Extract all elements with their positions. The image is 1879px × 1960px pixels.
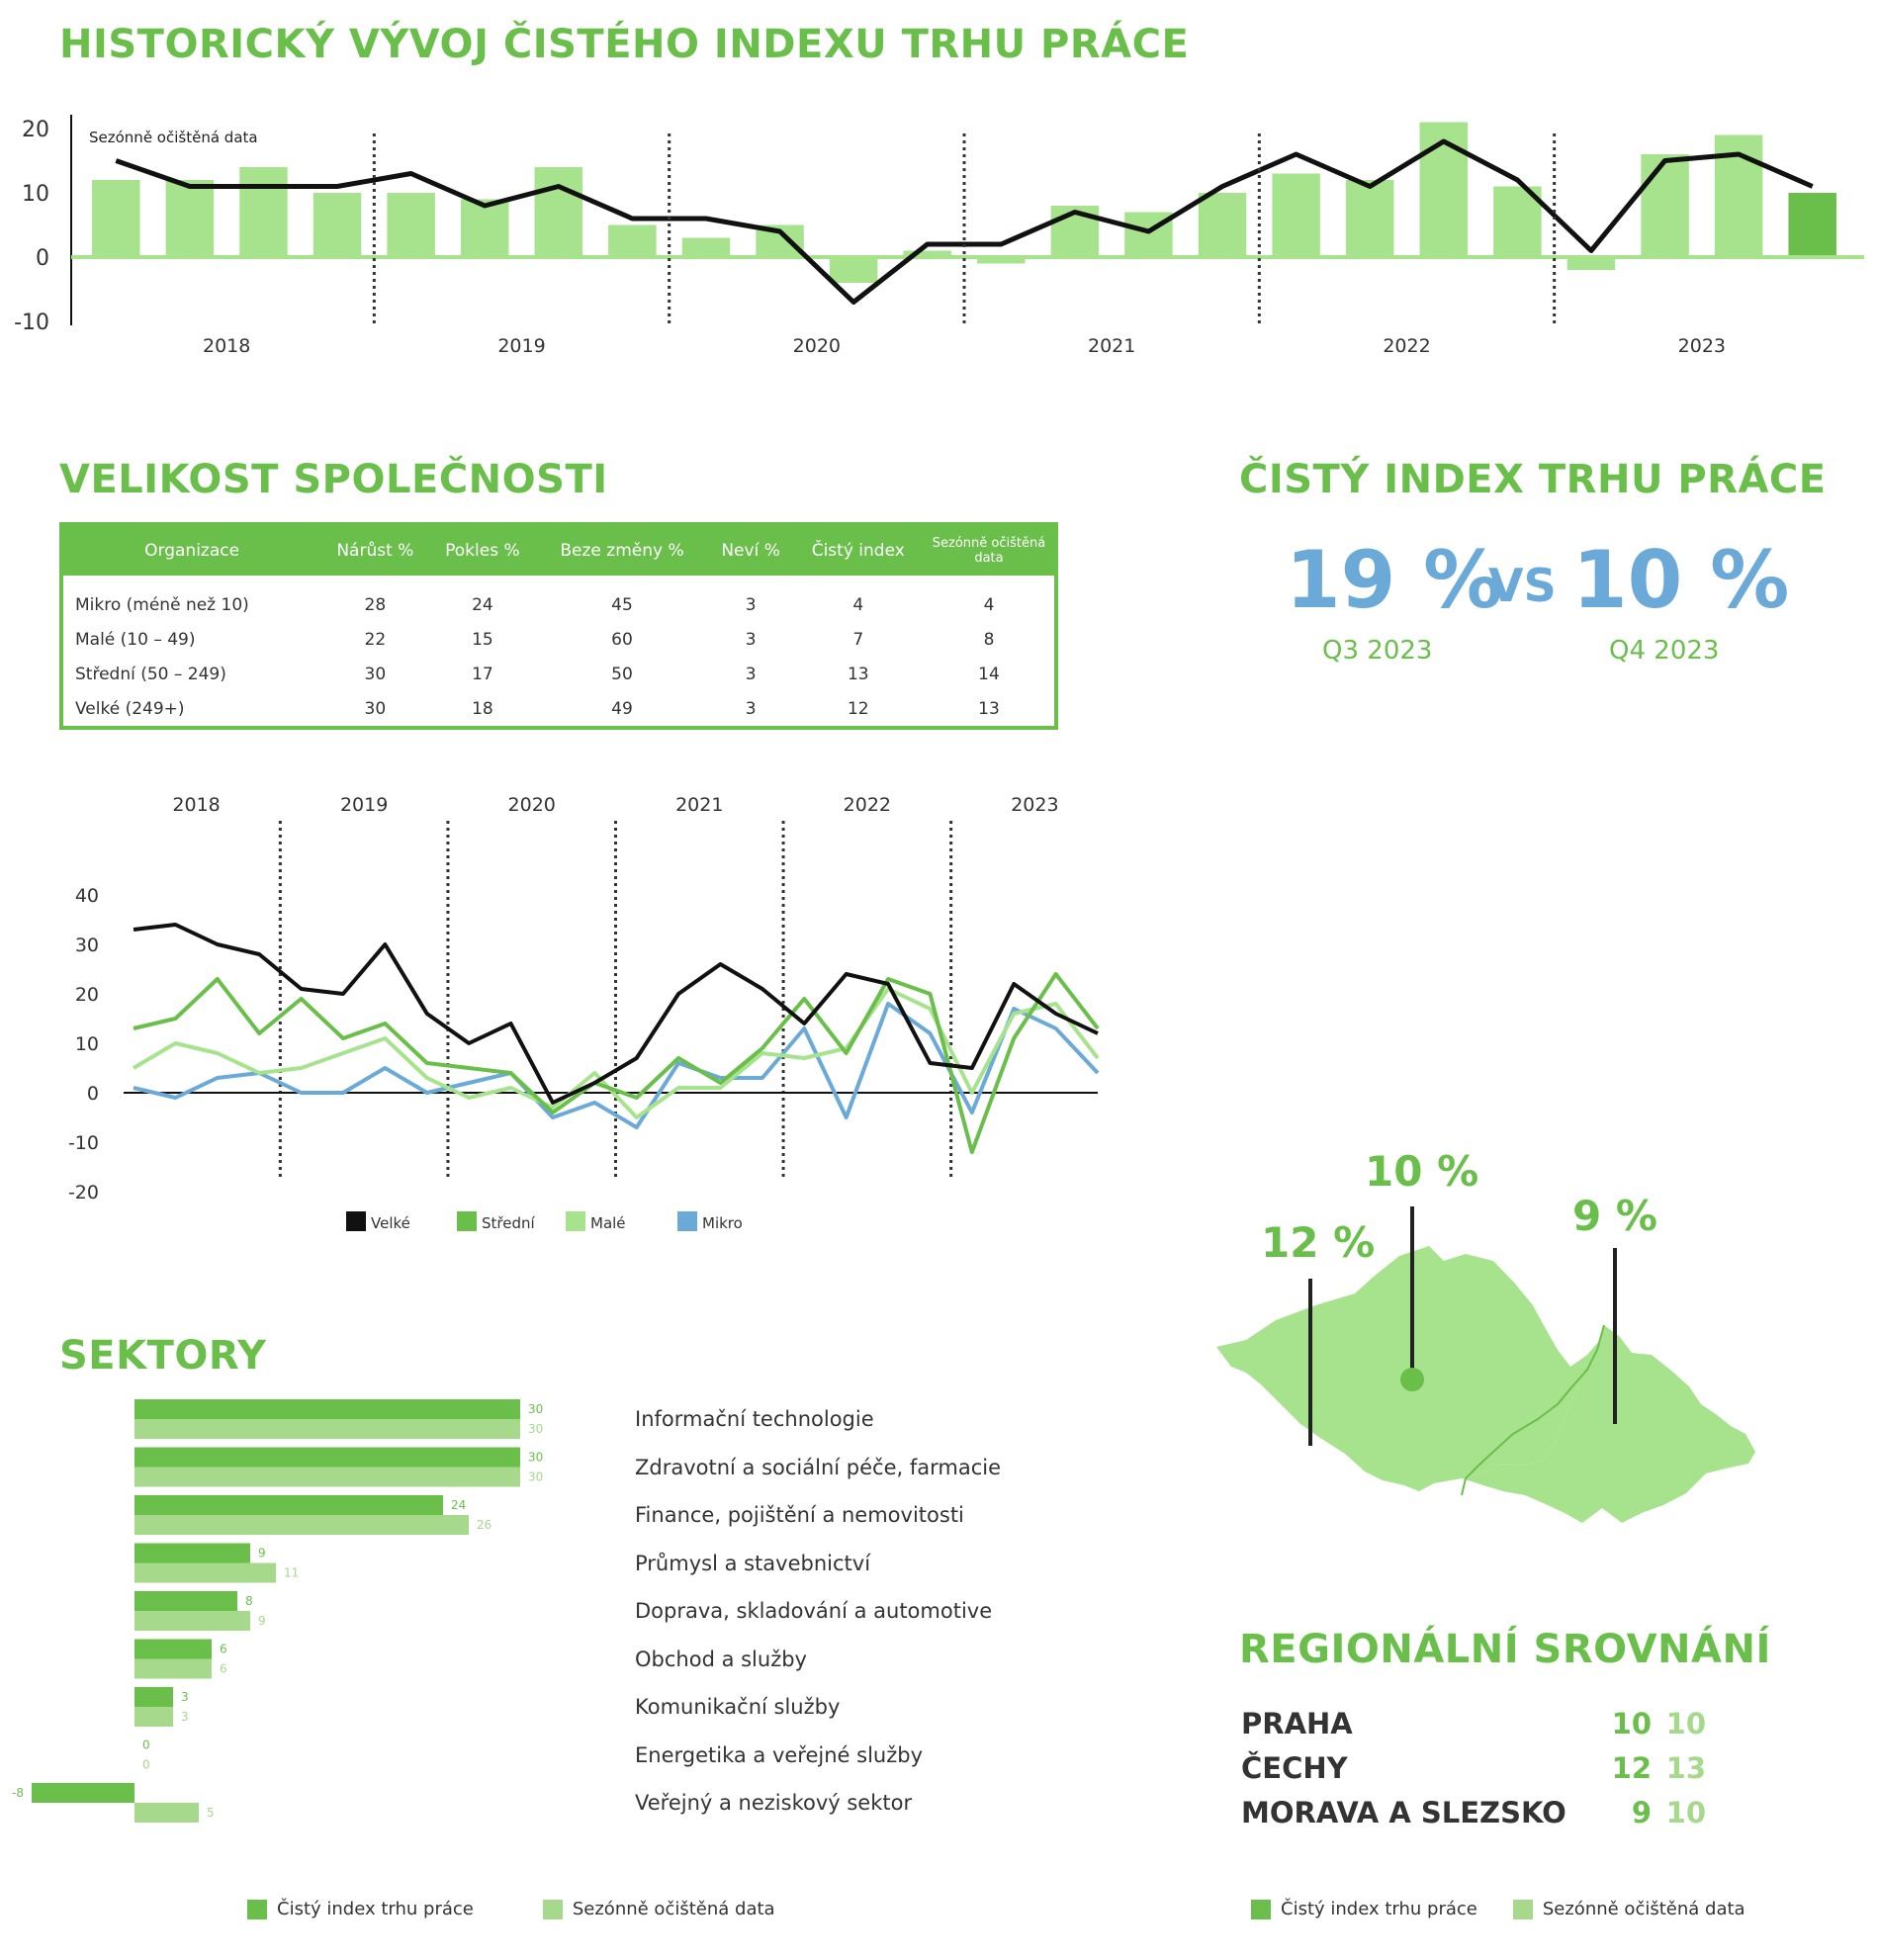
sector-bar-net <box>134 1495 443 1515</box>
sector-value-net: 8 <box>245 1594 253 1608</box>
table-cell: 3 <box>745 594 757 615</box>
table-cell: Velké (249+) <box>75 698 185 719</box>
y-tick-label: 20 <box>74 984 99 1006</box>
sector-value-seasonal: 30 <box>528 1422 544 1436</box>
legend-swatch <box>677 1211 697 1231</box>
legend-swatch <box>543 1900 563 1919</box>
sector-label: Finance, pojištění a nemovitosti <box>635 1503 964 1527</box>
col-beze-zmeny: Beze změny % <box>535 526 708 576</box>
table-row <box>63 587 1054 622</box>
czech-map <box>1207 1137 1800 1582</box>
sector-value-seasonal: 6 <box>220 1661 227 1676</box>
bar <box>313 193 361 257</box>
sector-value-net: 30 <box>528 1450 544 1465</box>
table-cell: 49 <box>611 698 633 719</box>
bar <box>535 167 582 257</box>
bar <box>92 180 139 257</box>
sector-bar-seasonal <box>134 1419 520 1439</box>
col-pokles: Pokles % <box>429 526 535 576</box>
region-value: 12 <box>1611 1750 1652 1785</box>
net-index-title: ČISTÝ INDEX TRHU PRÁCE <box>1239 457 1827 502</box>
sector-bar-seasonal <box>134 1803 199 1823</box>
bar <box>1199 193 1246 257</box>
year-label: 2020 <box>792 335 842 357</box>
sector-bar-seasonal <box>134 1611 250 1631</box>
region-name: MORAVA A SLEZSKO <box>1241 1795 1566 1829</box>
bar <box>1788 193 1835 257</box>
col-sezonne: Sezónně očištěná data <box>924 526 1054 576</box>
y-tick-label: 0 <box>36 246 49 271</box>
legend-swatch <box>346 1211 366 1231</box>
col-nevi: Neví % <box>709 526 793 576</box>
table-row <box>63 691 1054 726</box>
region-seasonal-value: 13 <box>1665 1750 1706 1785</box>
legend-label: Velké <box>371 1214 410 1232</box>
table-cell: Mikro (méně než 10) <box>75 594 249 615</box>
sector-bar-seasonal <box>134 1659 212 1679</box>
year-label: 2022 <box>843 794 892 816</box>
sector-label: Veřejný a neziskový sektor <box>635 1791 913 1815</box>
legend-item <box>1513 1899 1745 1919</box>
table-cell: 22 <box>364 629 387 650</box>
sector-value-seasonal: 0 <box>142 1757 150 1772</box>
table-cell: 3 <box>745 629 757 650</box>
regional-table <box>1241 1701 1706 1834</box>
year-label: 2023 <box>1677 335 1727 357</box>
size-table-box <box>59 522 1058 730</box>
line-series <box>116 141 1812 303</box>
net-index-previous-label: Q4 2023 <box>1609 636 1720 666</box>
sector-value-seasonal: 26 <box>477 1518 492 1532</box>
region-value: 9 <box>1631 1795 1652 1829</box>
sector-value-net: 9 <box>258 1546 266 1560</box>
sector-bar-seasonal <box>134 1563 276 1583</box>
sector-bar-net <box>134 1448 520 1468</box>
bar <box>166 180 214 257</box>
bar <box>1641 154 1688 257</box>
legend-label: Čistý index trhu práce <box>1281 1899 1477 1919</box>
sector-bar-net <box>134 1399 520 1419</box>
table-row <box>63 576 1054 587</box>
table-cell: 13 <box>978 698 1000 719</box>
regional-row <box>1241 1745 1706 1790</box>
legend-swatch <box>1513 1900 1533 1919</box>
table-cell: 45 <box>611 594 633 615</box>
size-table-header <box>63 526 1054 576</box>
legend-label: Mikro <box>702 1214 743 1232</box>
col-cisty-index: Čistý index <box>793 526 924 576</box>
table-row <box>63 657 1054 691</box>
regional-title: REGIONÁLNÍ SROVNÁNÍ <box>1239 1627 1771 1672</box>
y-tick-label: 10 <box>22 182 49 207</box>
table-cell: 15 <box>472 629 493 650</box>
sector-label: Energetika a veřejné služby <box>635 1742 924 1767</box>
legend-swatch <box>566 1211 585 1231</box>
table-cell: 3 <box>745 664 757 684</box>
sector-bar-net <box>134 1640 212 1659</box>
sector-label: Komunikační služby <box>635 1695 841 1719</box>
bar <box>239 167 287 257</box>
historical-title: HISTORICKÝ VÝVOJ ČISTÉHO INDEXU TRHU PRÁCE <box>59 22 1190 67</box>
y-tick-label: -20 <box>67 1182 99 1203</box>
year-label: 2023 <box>1011 794 1059 816</box>
table-cell: 24 <box>472 594 493 615</box>
sectors-chart <box>0 1394 613 1849</box>
table-row <box>63 622 1054 657</box>
net-index-previous: 10 % <box>1572 534 1790 626</box>
sector-bar-net <box>134 1591 237 1611</box>
region-value: 10 <box>1611 1706 1652 1740</box>
table-cell: 60 <box>611 629 633 650</box>
map-label-morava: 9 % <box>1572 1192 1657 1240</box>
col-organizace: Organizace <box>63 526 320 576</box>
y-tick-label: 0 <box>86 1083 99 1105</box>
sector-value-net: 6 <box>220 1642 227 1656</box>
table-cell: 14 <box>978 664 1000 684</box>
bar <box>608 225 656 258</box>
y-tick-label: -10 <box>67 1132 99 1154</box>
sector-label: Průmysl a stavebnictví <box>635 1551 871 1575</box>
sector-bar-net <box>134 1687 173 1707</box>
sector-value-net: -8 <box>12 1786 24 1800</box>
y-tick-label: 20 <box>22 118 49 142</box>
bar <box>1272 174 1319 258</box>
map-region-cechy <box>1216 1246 1589 1491</box>
region-name: PRAHA <box>1241 1706 1353 1740</box>
sector-label: Informační technologie <box>635 1407 874 1431</box>
y-tick-label: 30 <box>74 935 99 956</box>
net-index-current-label: Q3 2023 <box>1322 636 1433 666</box>
map-label-cechy: 12 % <box>1261 1218 1376 1267</box>
y-tick-label: 10 <box>74 1033 99 1055</box>
year-label: 2021 <box>675 794 724 816</box>
sector-value-seasonal: 11 <box>284 1565 300 1580</box>
legend-swatch <box>247 1900 267 1919</box>
sector-label: Zdravotní a sociální péče, farmacie <box>635 1455 1002 1479</box>
sectors-legend <box>247 1899 775 1919</box>
size-title: VELIKOST SPOLEČNOSTI <box>59 457 608 502</box>
table-cell: 12 <box>847 698 869 719</box>
bar <box>387 193 434 257</box>
table-cell: 50 <box>611 664 633 684</box>
net-index-current: 19 % <box>1286 534 1503 626</box>
regional-legend <box>1251 1899 1745 1919</box>
col-narust: Nárůst % <box>320 526 429 576</box>
vs-label: VS <box>1488 559 1557 612</box>
year-label: 2020 <box>507 794 556 816</box>
table-cell: Střední (50 – 249) <box>75 664 226 684</box>
table-cell: 28 <box>364 594 387 615</box>
chart-annotation: Sezónně očištěná data <box>89 129 258 146</box>
bar <box>682 238 730 258</box>
legend-label: Sezónně očištěná data <box>1542 1899 1745 1919</box>
legend-label: Střední <box>482 1214 535 1232</box>
table-cell: 4 <box>983 594 995 615</box>
size-table <box>63 526 1054 726</box>
historical-chart <box>0 89 1879 366</box>
sector-value-net: 3 <box>181 1690 189 1704</box>
sector-value-net: 30 <box>528 1402 544 1416</box>
year-label: 2021 <box>1087 335 1136 357</box>
table-cell: 4 <box>852 594 864 615</box>
legend-swatch <box>1251 1900 1271 1919</box>
sectors-title: SEKTORY <box>59 1333 267 1379</box>
year-label: 2022 <box>1383 335 1431 357</box>
year-label: 2019 <box>339 794 389 816</box>
year-label: 2019 <box>497 335 546 357</box>
map-praha-dot <box>1400 1368 1424 1391</box>
legend-item <box>1251 1899 1477 1919</box>
regional-row <box>1241 1701 1706 1745</box>
regional-row <box>1241 1790 1706 1834</box>
table-cell: 17 <box>472 664 493 684</box>
sector-value-seasonal: 30 <box>528 1470 544 1484</box>
map-label-praha: 10 % <box>1365 1147 1479 1196</box>
table-cell: Malé (10 – 49) <box>75 629 196 650</box>
sector-bar-seasonal <box>134 1707 173 1727</box>
table-cell: 30 <box>364 698 387 719</box>
legend-item <box>247 1899 474 1919</box>
sector-bar-net <box>32 1783 134 1803</box>
size-line-chart <box>0 781 1118 1256</box>
bar <box>1346 180 1393 257</box>
y-tick-label: -10 <box>14 311 49 335</box>
table-cell: 13 <box>847 664 869 684</box>
sector-value-seasonal: 9 <box>258 1614 266 1628</box>
legend-label: Čistý index trhu práce <box>277 1899 474 1919</box>
legend-item <box>543 1899 775 1919</box>
legend-swatch <box>457 1211 477 1231</box>
year-label: 2018 <box>202 335 251 357</box>
sector-value-net: 0 <box>142 1737 150 1752</box>
year-label: 2018 <box>172 794 221 816</box>
table-cell: 7 <box>852 629 864 650</box>
region-seasonal-value: 10 <box>1665 1795 1706 1829</box>
sector-bar-seasonal <box>134 1515 469 1535</box>
legend-label: Malé <box>590 1214 626 1232</box>
bar <box>830 257 877 283</box>
legend-label: Sezónně očištěná data <box>572 1899 775 1919</box>
table-cell: 18 <box>472 698 493 719</box>
sector-value-seasonal: 3 <box>181 1710 189 1724</box>
table-cell: 3 <box>745 698 757 719</box>
sector-label: Obchod a služby <box>635 1647 807 1671</box>
sector-bar-seasonal <box>134 1468 520 1487</box>
sector-label: Doprava, skladování a automotive <box>635 1599 993 1623</box>
table-cell: 8 <box>983 629 995 650</box>
region-name: ČECHY <box>1241 1750 1348 1785</box>
region-seasonal-value: 10 <box>1665 1706 1706 1740</box>
sector-value-net: 24 <box>451 1498 467 1512</box>
sector-bar-net <box>134 1544 250 1563</box>
table-cell: 30 <box>364 664 387 684</box>
y-tick-label: 40 <box>74 885 99 907</box>
sector-value-seasonal: 5 <box>207 1806 215 1820</box>
